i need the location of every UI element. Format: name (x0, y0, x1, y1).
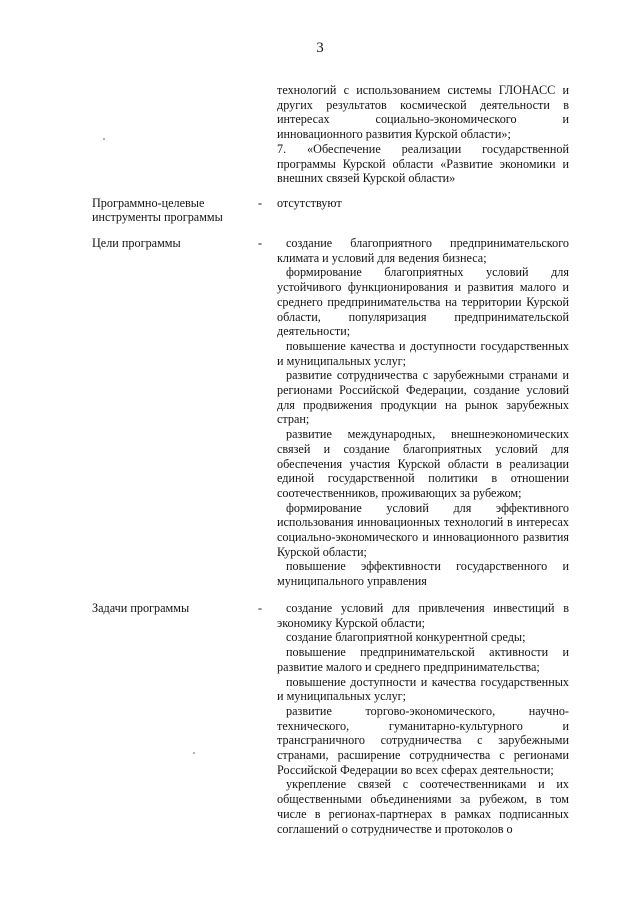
task-item: повышение предпринимательской активности и развитие малого и среднего предпринимательства; (277, 645, 569, 674)
goals-label: Цели программы (92, 236, 181, 250)
intro-content (277, 83, 569, 186)
goals-dash: - (258, 236, 263, 250)
tools-dash: - (258, 196, 263, 210)
goal-item: повышение качества и доступности государственных и муниципальных услуг; (277, 338, 569, 368)
tools-value: отсутствуют (277, 196, 342, 210)
tools-content (277, 196, 569, 211)
task-item: развитие торгово-экономического, научно-технического, гуманитарно-культурного и трансграничного сотрудничества с зарубежными странами, расширение сотрудничества с регионами Российской Федерации во всех сферах деятельности; (277, 703, 569, 777)
goal-item: развитие сотрудничества с зарубежными странами и регионами Российской Федерации, создание условий для продвижения продукции на рынок зарубежных стран; (277, 368, 569, 427)
task-item: создание условий для привлечения инвестиций в экономику Курской области; (277, 601, 569, 630)
goal-item: формирование благоприятных условий для устойчивого функционирования и развития малого и среднего предпринимательства на территории Курской области, популяризация предпринимательской деятельности; (277, 265, 569, 339)
tasks-content (277, 601, 569, 836)
tasks-label: Задачи программы (92, 601, 190, 615)
goals-content (277, 236, 569, 589)
scan-speck (193, 752, 195, 754)
intro-line-1: технологий с использованием системы ГЛОНАСС и других результатов космической деятельности в интересах социально-экономического и инновационного развития Курской области»; (277, 83, 569, 142)
goal-item: формирование условий для эффективного использования инновационных технологий в интересах социально-экономического и инновационного развития Курской области; (277, 500, 569, 559)
tasks-dash: - (258, 601, 263, 615)
goal-item: развитие международных, внешнеэкономических связей и создание благоприятных условий для обеспечения участия Курской области в реализации единой государственной политики в отношении соотечественников, проживающих за рубежом; (277, 427, 569, 500)
goal-item: создание благоприятного предпринимательского климата и условий для ведения бизнеса; (277, 236, 569, 265)
task-item: укрепление связей с соотечественниками и их общественными объединениями за рубежом, в том числе в регионах-партнерах в рамках подписанных соглашений о сотрудничестве и протоколов о (277, 777, 569, 836)
task-item: создание благоприятной конкурентной среды; (286, 630, 526, 645)
page-number: 3 (316, 40, 324, 56)
intro-line-2: 7. «Обеспечение реализации государственной программы Курской области «Развитие экономики и внешних связей Курской области» (277, 141, 569, 186)
task-item: повышение доступности и качества государственных и муниципальных услуг; (277, 674, 569, 704)
tools-label: Программно-целевые инструменты программы (92, 196, 223, 224)
scan-speck (103, 138, 105, 140)
goal-item: повышение эффективности государственного и муниципального управления (277, 559, 569, 589)
